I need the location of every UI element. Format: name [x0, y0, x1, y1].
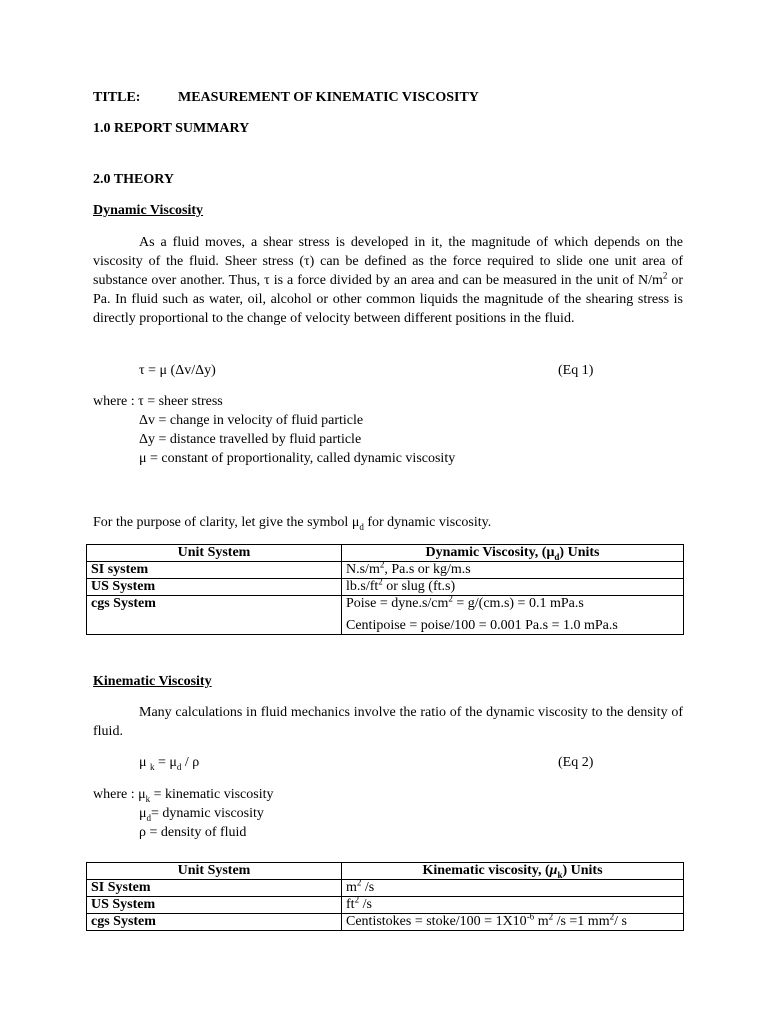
units-cgs: Poise = $dyne.s/cm^2 = g/(cm.s) = 0.1$ mPa.s Centipoise = poise/100 = 0.001 Pa.s = 1.0 mPa.s	[342, 596, 684, 635]
system-cgs: cgs System	[87, 914, 342, 931]
header-kinematic-units: Kinematic viscosity, $(\mu_k)$ Units	[342, 863, 684, 880]
system-us: US System	[87, 897, 342, 914]
table-row	[87, 562, 684, 579]
units-cgs: Centistokes = stoke/100 = $1X10^{-6}$ $m^2$ /s =1 $mm^2/$ s	[342, 914, 684, 931]
header-unit-system: Unit System	[87, 863, 342, 880]
definition-mu-k: where : $\mu_k$ = kinematic viscosity	[93, 787, 274, 804]
equation-1	[93, 361, 683, 380]
table-header-row	[87, 863, 684, 880]
header-unit-system: Unit System	[87, 545, 342, 562]
table-row	[87, 914, 684, 931]
document-title	[93, 88, 683, 107]
units-si: $m^2$ /s	[342, 880, 684, 897]
equation-2-expression: μ $_k = \mu_d / \rho$	[139, 755, 200, 772]
equation-1-expression: τ = μ (Δv/Δy)	[139, 363, 216, 378]
dynamic-viscosity-units-table	[86, 544, 684, 635]
section-report-summary: 1.0 REPORT SUMMARY	[93, 121, 250, 136]
definition-delta-y: Δy = distance travelled by fluid particle	[139, 432, 362, 447]
equation-1-number: (Eq 1)	[558, 363, 594, 378]
equation-2-definitions	[93, 785, 683, 842]
header-dynamic-units: Dynamic Viscosity, $(\mu_d)$ Units	[342, 545, 684, 562]
system-us: US System	[87, 579, 342, 596]
definition-mu-d: $\mu_d=$ dynamic viscosity	[139, 806, 264, 823]
table-row	[87, 596, 684, 635]
definition-delta-v: Δv = change in velocity of fluid particle	[139, 413, 364, 428]
units-us: $ft^2$ /s	[342, 897, 684, 914]
table-row	[87, 579, 684, 596]
equation-2	[93, 753, 683, 772]
system-cgs: cgs System	[87, 596, 342, 635]
units-us: $lb.s/ft^2$ or slug (ft.s)	[342, 579, 684, 596]
title-label: TITLE:	[93, 90, 141, 105]
system-si: SI System	[87, 880, 342, 897]
equation-1-definitions	[93, 392, 683, 468]
dynamic-viscosity-paragraph: As a fluid moves, a shear stress is developed in it, the magnitude of which depends on the viscosity of the fluid. Sheer stress (τ) can be defined as the force required to slide one unit area of substance over another. Thus, τ is a force divided by an area and can be measured in the unit of $N/m^2$ or Pa. In fluid such as water, oil, alcohol or other common liquids the magnitude of the shearing stress is directly proportional to the change of velocity between different positions in the fluid.	[93, 235, 683, 326]
kinematic-viscosity-units-table	[86, 862, 684, 931]
clarity-sentence: For the purpose of clarity, let give the symbol $\mu_d$ for dynamic viscosity.	[93, 515, 492, 532]
kinematic-viscosity-paragraph: Many calculations in fluid mechanics involve the ratio of the dynamic viscosity to the density of fluid.	[93, 705, 683, 739]
table-header-row	[87, 545, 684, 562]
dynamic-viscosity-heading: Dynamic Viscosity	[93, 203, 204, 218]
kinematic-viscosity-heading: Kinematic Viscosity	[93, 674, 212, 689]
definition-rho: ρ = density of fluid	[139, 825, 247, 840]
section-theory: 2.0 THEORY	[93, 172, 174, 187]
table-row	[87, 880, 684, 897]
definition-mu: μ = constant of proportionality, called dynamic viscosity	[139, 451, 456, 466]
title-text: MEASUREMENT OF KINEMATIC VISCOSITY	[178, 90, 479, 105]
table-row	[87, 897, 684, 914]
definition-tau: where : τ = sheer stress	[93, 394, 223, 409]
units-si: $N.s/m^2$, Pa.s or kg/m.s	[342, 562, 684, 579]
system-si: SI system	[87, 562, 342, 579]
equation-2-number: (Eq 2)	[558, 755, 594, 770]
